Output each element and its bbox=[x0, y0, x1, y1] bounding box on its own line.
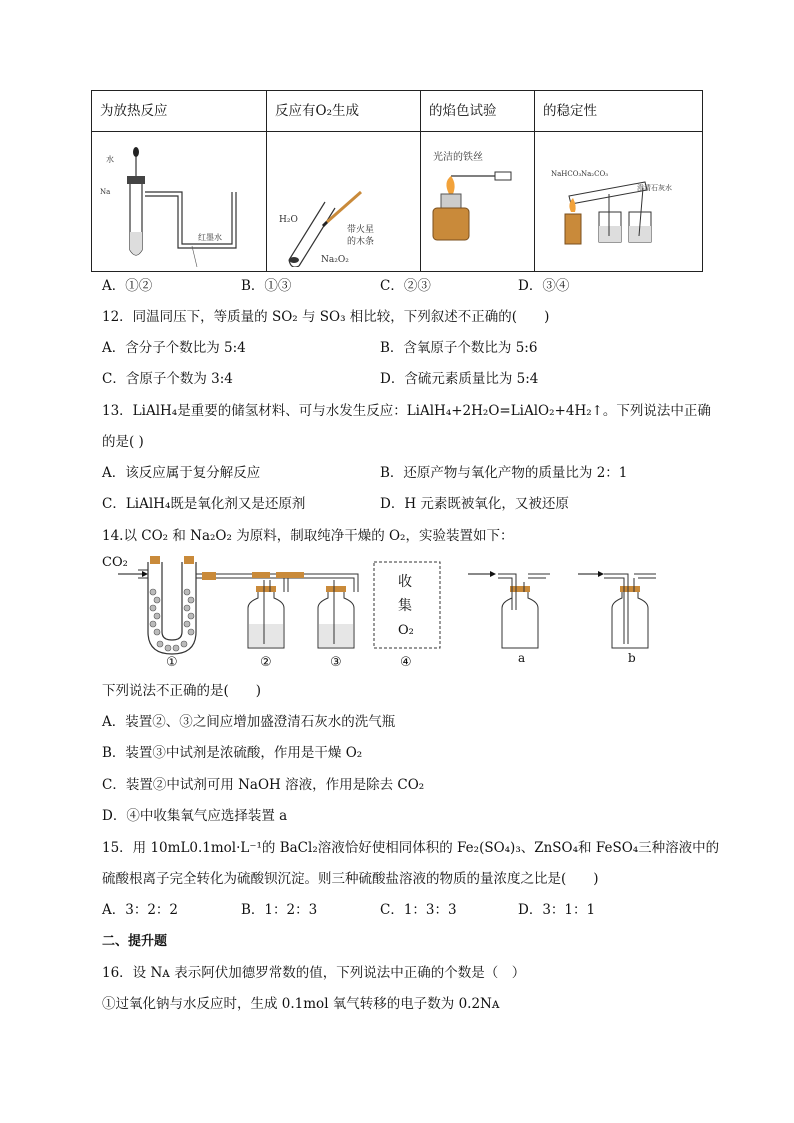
fig2-splint-label-2: 的木条 bbox=[347, 237, 375, 247]
section-heading: 二、提升题 bbox=[102, 934, 168, 949]
co2-label: CO₂ bbox=[102, 555, 128, 570]
q12-option-d: D．含硫元素质量比为 5:4 bbox=[380, 371, 539, 387]
q15-stem-line-1: 15．用 10mL0.1mol·L⁻¹的 BaCl₂溶液恰好使相同体积的 Fe₂(SO₄)₃、ZnSO₄和 FeSO₄三种溶液中的 bbox=[102, 840, 720, 856]
header-cell-1: 为放热反应 bbox=[92, 91, 267, 132]
apparatus-label-1: ① bbox=[166, 655, 178, 670]
q12-stem: 12．同温同压下，等质量的 SO₂ 与 SO₃ 相比较，下列叙述不正确的( ) bbox=[102, 309, 550, 325]
q15-option-c: C．1：3：3 bbox=[380, 902, 457, 918]
header-cell-2: 反应有O₂生成 bbox=[267, 91, 421, 132]
collect-char-1: 收 bbox=[398, 574, 412, 590]
fig4-na2co3-label: Na₂CO₃ bbox=[581, 170, 609, 178]
q12-option-b: B．含氧原子个数比为 5:6 bbox=[380, 340, 538, 356]
apparatus-label-2: ② bbox=[260, 655, 272, 670]
q14-option-a: A．装置②、③之间应增加盛澄清石灰水的洗气瓶 bbox=[102, 714, 396, 730]
apparatus-label-a: a bbox=[518, 651, 526, 665]
q14-option-c: C．装置②中试剂可用 NaOH 溶液，作用是除去 CO₂ bbox=[102, 777, 425, 793]
header-cell-3: 的焰色试验 bbox=[421, 91, 535, 132]
header-cell-4: 的稳定性 bbox=[535, 91, 703, 132]
na-water-apparatus bbox=[92, 132, 258, 267]
fig1-water-label: 水 bbox=[106, 155, 114, 164]
q13-option-b: B．还原产物与氧化产物的质量比为 2：1 bbox=[380, 465, 628, 481]
figure-na2o2-water bbox=[267, 132, 421, 272]
q13-option-c: C．LiAlH₄既是氧化剂又是还原剂 bbox=[102, 496, 306, 512]
q11-option-b: B．①③ bbox=[241, 278, 292, 294]
q15-stem-line-2: 硫酸根离子完全转化为硫酸钡沉淀。则三种硫酸盐溶液的物质的量浓度之比是( ) bbox=[102, 871, 599, 887]
q13-stem-line-2: 的是( ) bbox=[102, 434, 144, 450]
q14-option-b: B．装置③中试剂是浓硫酸，作用是干燥 O₂ bbox=[102, 745, 363, 761]
apparatus-label-b: b bbox=[628, 651, 636, 665]
q11-option-c: C．②③ bbox=[380, 278, 431, 294]
flame-test-apparatus bbox=[421, 132, 526, 267]
fig2-h2o-label: H₂O bbox=[279, 215, 298, 225]
q12-option-a: A．含分子个数比为 5:4 bbox=[102, 340, 246, 356]
q14-question: 下列说法不正确的是( ) bbox=[102, 683, 262, 699]
q16-stem: 16．设 Nᴀ 表示阿伏加德罗常数的值，下列说法中正确的个数是（ ） bbox=[102, 965, 526, 981]
apparatus-label-3: ③ bbox=[330, 655, 342, 670]
fig2-na2o2-label: Na₂O₂ bbox=[321, 255, 349, 265]
fig3-wire-label: 光洁的铁丝 bbox=[433, 152, 483, 163]
fig2-splint-label-1: 带火星 bbox=[347, 225, 375, 235]
fig4-limewater-label: 澄清石灰水 bbox=[637, 184, 672, 192]
figure-na-water bbox=[92, 132, 267, 272]
fig4-nahco3-label: NaHCO₃ bbox=[551, 170, 582, 178]
q14-apparatus-diagram bbox=[98, 552, 668, 672]
q13-option-d: D．H 元素既被氧化，又被还原 bbox=[380, 496, 569, 512]
q15-option-d: D．3：1：1 bbox=[518, 902, 596, 918]
q16-item-1: ①过氧化钠与水反应时，生成 0.1mol 氧气转移的电子数为 0.2Nᴀ bbox=[102, 996, 500, 1012]
fig1-na-label: Na bbox=[100, 188, 111, 196]
decomposition-apparatus bbox=[535, 132, 694, 267]
figure-decomposition bbox=[535, 132, 703, 272]
apparatus-label-4: ④ bbox=[400, 655, 412, 670]
fig1-ink-label: 红墨水 bbox=[198, 233, 222, 242]
q15-option-b: B．1：2：3 bbox=[241, 902, 318, 918]
q15-option-a: A．3：2：2 bbox=[102, 902, 179, 918]
na2o2-apparatus bbox=[267, 132, 412, 267]
q14-stem: 14.以 CO₂ 和 Na₂O₂ 为原料，制取纯净干燥的 O₂，实验装置如下： bbox=[102, 528, 514, 544]
q14-option-d: D．④中收集氧气应选择装置 a bbox=[102, 808, 288, 824]
experiment-table bbox=[91, 90, 703, 272]
q13-stem-line-1: 13．LiAlH₄是重要的储氢材料、可与水发生反应：LiAlH₄+2H₂O=LiAlO₂+4H₂↑。下列说法中正确 bbox=[102, 403, 711, 419]
collect-char-3: O₂ bbox=[398, 623, 414, 638]
figure-flame-test bbox=[421, 132, 535, 272]
q12-option-c: C．含原子个数为 3:4 bbox=[102, 371, 233, 387]
q13-option-a: A．该反应属于复分解反应 bbox=[102, 465, 261, 481]
q11-option-d: D．③④ bbox=[518, 278, 570, 294]
collect-char-2: 集 bbox=[398, 598, 412, 614]
q11-option-a: A．①② bbox=[102, 278, 153, 294]
